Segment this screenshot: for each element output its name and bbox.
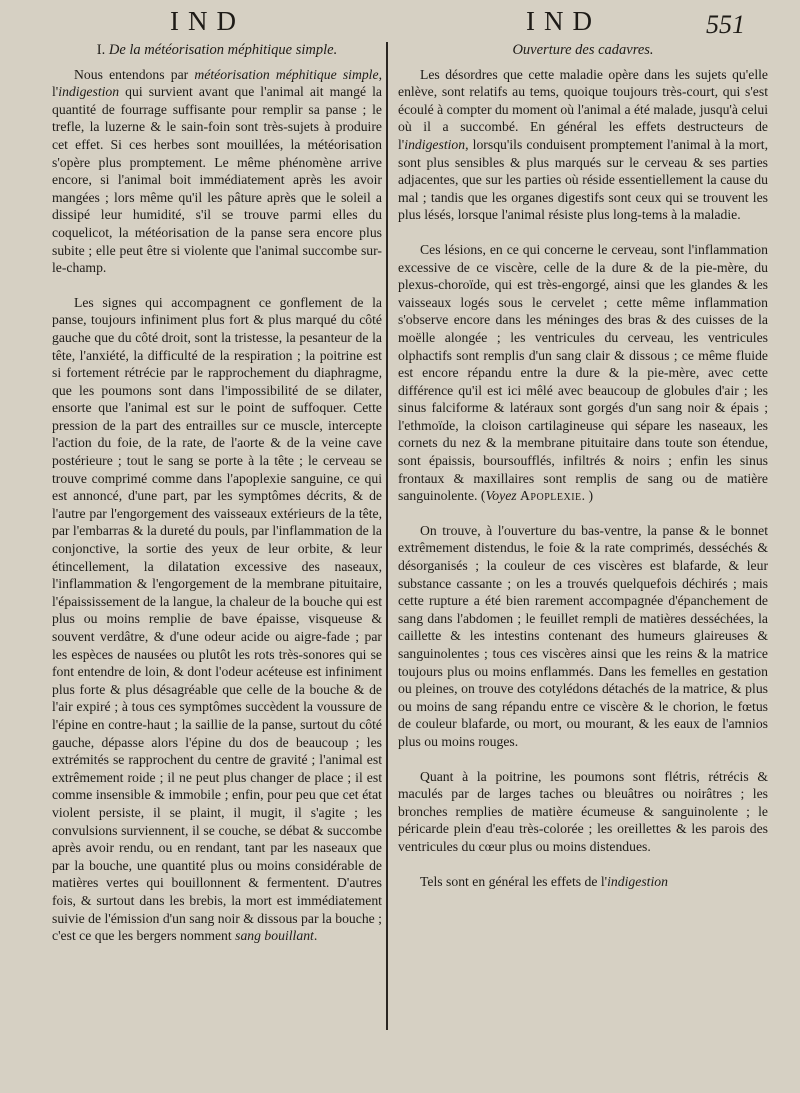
running-head-right: IND bbox=[526, 6, 601, 36]
section-title-right: Ouverture des cadavres. bbox=[512, 42, 654, 58]
italic-text: indigestion bbox=[58, 84, 120, 100]
text-run: Les signes qui accompagnent ce gonflement de la panse, toujours infiniment plus fort & plus marqué du côté gauche que du côté droit, sont la tristesse, la pesanteur de la tête, l'anxiété, la difficulté de la respiration ; la poitrine est si fortement rétrécie par le rapprochement du diaphragme, que les poumons sont dans l'impossibilité de se dilater, ensorte que l'animal est sur le point de suffoquer. Cette pression de la part des entrailles sur ce muscle, intercepte l'action du foie, de la rate, de l'aorte & de la veine cave postérieure ; tout le sang se porte à la tête ; le cerveau se trouve comprimé comme dans l'apoplexie sanguine, ce qui est annoncé, d'une part, par les symptômes décrits, & de l'autre par l'engorgement des vaisseaux extérieurs de la tête, par l'embarras & la dureté du pouls, par l'inflammation de la conjonctive, la sortie des yeux de leur orbite, & leur étincellement, la dilatation excessive des naseaux, l'inflammation & l'engorgement de la membrane pituitaire, l'épaississement de la langue, la chaleur de la bouche qui est plus ou moins remplie de bave épaisse, visqueuse & souvent verdâtre, & d'une odeur acide ou aigre-fade ; par les espèces de nausées ou plutôt les rots très-sonores qui se font entendre de loin, & dont l'odeur acéteuse est infiniment plus forte & plus désagréable que celle de la bouche & de l'air expiré ; à tous ces symptômes succèdent la voussure de l'épine en contre-haut ; la saillie de la panse, surtout du côté gauche, dépasse alors l'épine du dos de beaucoup ; les extrémités se rapprochent du centre de gravité ; l'animal est extrêmement roide ; il ne peut plus changer de place ; il est comme insensible & immobile ; enfin, pour peu que cet état violent persiste, il se plaint, il mugit, il s'agite ; les convulsions surviennent, il se couche, se débat & succombe après avoir rendu, ou en rendant, tant par les naseaux que par la bouche, une quantité plus ou moins considérable de matières vertes qui bouillonnent & fermentent. D'autres fois, & surtout dans les brebis, la mort est immédiatement suivie de l'émission d'un sang noir & dissous par la bouche ; c'est ce que les bergers nomment bbox=[52, 294, 382, 944]
column-rule bbox=[386, 42, 388, 1030]
italic-text: Voyez bbox=[485, 488, 517, 504]
italic-text: indigestion bbox=[607, 873, 668, 889]
left-paragraphs bbox=[52, 66, 382, 945]
text-run: . bbox=[313, 928, 318, 944]
text-run: , lorsqu'ils conduisent promptement l'animal à la mort, sont plus sensibles & plus marqués sur le cerveau & ses parties adjacentes, que sur les parties où réside essentiellement la cause du mal ; tandis que les organes digestifs sont ceux qui se trouvent les plus lésés, lorsque l'animal résiste plus long-tems à la maladie. bbox=[398, 136, 768, 223]
text-run: Apoplexie bbox=[520, 488, 582, 504]
left-column bbox=[52, 42, 382, 945]
text-run: Tels sont en général les effets de l' bbox=[420, 873, 608, 889]
right-paragraphs bbox=[398, 66, 768, 891]
italic-text: météorisation méphitique simple bbox=[194, 66, 379, 82]
paragraph bbox=[52, 294, 382, 945]
paragraph bbox=[52, 66, 382, 277]
text-run: , l' bbox=[52, 66, 382, 100]
section-title-left bbox=[52, 42, 382, 60]
right-column bbox=[398, 42, 768, 890]
paragraph bbox=[398, 241, 768, 505]
paragraph bbox=[398, 873, 768, 891]
page-number: 551 bbox=[706, 10, 745, 39]
section-title-text: De la météorisation méphitique simple. bbox=[108, 42, 338, 58]
text-run: Nous entendons par bbox=[74, 66, 195, 82]
paragraph bbox=[398, 66, 768, 224]
running-head-left: IND bbox=[170, 6, 245, 36]
italic-text: indigestion bbox=[404, 136, 466, 152]
section-number: I. bbox=[96, 42, 106, 58]
paragraph bbox=[398, 522, 768, 751]
text-run: . ) bbox=[581, 488, 594, 504]
text-run: Quant à la poitrine, les poumons sont flétris, rétrécis & maculés par de larges taches ou bleuâtres ou noirâtres ; les bronches remplies de matière écumeuse & sanguinolente ; le péricarde plein d'eau très-colorée ; les oreillettes & les parois des ventricules du cœur plus ou moins distendues. bbox=[398, 768, 768, 854]
text-run: Ces lésions, en ce qui concerne le cerveau, sont l'inflammation excessive de ce viscère, celle de la dure & de la pie-mère, du plexus-choroïde, qui est très-engorgé, ainsi que les glandes & les vaisseaux logés sous le cervelet ; cette même inflammation s'observe encore dans les méninges des bras & des cuisses de la moëlle alongée ; les ventricules du cerveau, les ventricules olphactifs sont remplis d'un sang clair & dissous ; ce même fluide est encore répandu entre la dure & la pie-mère, avec cette différence qu'il est ici mêlé avec beaucoup de globules d'air ; les sinus falciforme & latéraux sont gorgés d'un sang noir & épais ; l'ethmoïde, la cloison cartilagineuse qui sépare les naseaux, les cornets du nez & la membrane pituitaire dans toute son étendue, sont épaissis, boursoufflés, infiltrés & noirs ; enfin les sinus frontaux & maxillaires sont remplis de sang ou de matière sanguinolente. ( bbox=[398, 241, 768, 504]
paragraph bbox=[398, 768, 768, 856]
italic-text: sang bouillant bbox=[235, 928, 314, 944]
text-run: On trouve, à l'ouverture du bas-ventre, la panse & le bonnet extrêmement distendus, le foie & la rate comprimés, desséchés & désorganisés ; la couleur de ces viscères est blafarde, & leur substance cassante ; on les a trouvés quelquefois déchirés ; mais cette rupture a été bien rarement accompagnée d'épanchement de sang dans l'abdomen ; le feuillet rempli de matières desséchées, la caillette & les intestins contenant des humeurs glaireuses & sanguinolentes ; tous ces viscères ainsi que les reins & la matrice toujours plus ou moins enflammés. Dans les femelles en gestation ou pleines, on trouve des cotylédons détachés de la matrice, & plus ou moins de sang répandu entre ce viscère & le chorion, le fœtus de couleur blafarde, ou mort, ou mourant, & les eaux de l'amnios plus ou moins rouges. bbox=[398, 522, 768, 749]
text-run: qui survient avant que l'animal ait mangé la quantité de fourrage suffisante pour remplir sa panse ; le trefle, la luzerne & le sain-foin sont très-sujets à produire cet effet. Si ces herbes sont mouillées, la météorisation s'opère plus promptement. Le même phénomène arrive encore, si l'animal boit immédiatement après les avoir mangées ; lors même qu'il les pâture après que le soleil a dissipé leur humidité, s'il se trouve parmi elles du coquelicot, la météorisation de la panse sera encore plus subite ; elle peut être si violente que l'animal succombe sur-le-champ. bbox=[52, 84, 382, 276]
text-run: Les désordres que cette maladie opère dans les sujets qu'elle enlève, sont relatifs au tems, quoique toujours très-court, qui s'est écoulé à compter du moment où l'animal a été malade, jusqu'à celui où il a succombé. En général les effets destructeurs de l' bbox=[398, 66, 768, 152]
